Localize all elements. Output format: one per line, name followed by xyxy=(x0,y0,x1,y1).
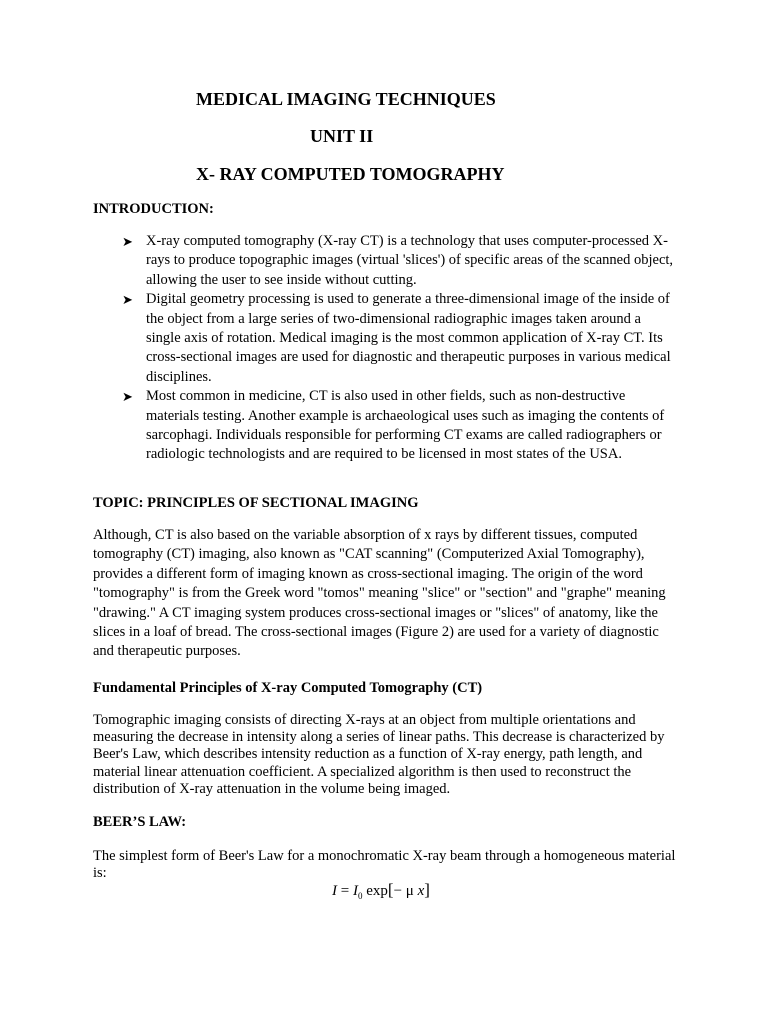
unit-title: UNIT II xyxy=(310,126,374,146)
mu-symbol: μ xyxy=(405,883,414,899)
bullet-text: X-ray computed tomography (X-ray CT) is a technology that uses computer-processed X-rays to produce topographic images (virtual 'slices') of specific areas of the scanned object, allowing the user to see inside without cutting. xyxy=(146,233,674,288)
arrowhead-bullet-icon: ➤ xyxy=(122,292,133,308)
beers-law-formula xyxy=(332,880,430,901)
close-bracket: ] xyxy=(424,880,430,899)
beers-law-heading: BEER’S LAW: xyxy=(93,814,187,830)
list-item xyxy=(122,387,678,465)
equals-sign: = xyxy=(340,883,350,899)
initial-intensity-subscript: 0 xyxy=(357,891,363,901)
list-item xyxy=(122,290,678,387)
exp-function: exp xyxy=(366,883,388,899)
bullet-text: Most common in medicine, CT is also used in other fields, such as non-destructive materials testing. Another example is archaeological uses such as imaging the contents of sarcophagi. Individuals responsible for performing CT exams are called radiographers or radiologic technologists and are required to be licensed in most states of the USA. xyxy=(146,388,665,463)
beers-law-paragraph: The simplest form of Beer's Law for a monochromatic X-ray beam through a homogeneous material is: xyxy=(93,848,676,882)
initial-intensity-symbol: I xyxy=(352,883,358,899)
fundamentals-paragraph: Tomographic imaging consists of directing X-rays at an object from multiple orientations and measuring the decrease in intensity along a series of linear paths. This decrease is characterized by Beer's Law, which describes intensity reduction as a function of X-ray energy, path length, and material linear attenuation coefficient. A specialized algorithm is then used to reconstruct the distribution of X-ray attenuation in the volume being imaged. xyxy=(93,712,665,797)
introduction-bullet-list xyxy=(122,232,678,465)
path-length-symbol: x xyxy=(417,883,425,899)
document-title: MEDICAL IMAGING TECHNIQUES xyxy=(196,89,496,109)
section-title: X- RAY COMPUTED TOMOGRAPHY xyxy=(196,164,505,184)
introduction-heading: INTRODUCTION: xyxy=(93,201,214,217)
topic-paragraph: Although, CT is also based on the variable absorption of x rays by different tissues, computed tomography (CT) imaging, also known as "CAT scanning" (Computerized Axial Tomography), provides a different form of imaging known as cross-sectional imaging. The origin of the word "tomography" is from the Greek word "tomos" meaning "slice" or "section" and "graphe" meaning "drawing." A CT imaging system produces cross-sectional images or "slices" of anatomy, like the slices in a loaf of bread. The cross-sectional images (Figure 2) are used for a variety of diagnostic and therapeutic purposes. xyxy=(93,527,666,660)
topic-heading: TOPIC: PRINCIPLES OF SECTIONAL IMAGING xyxy=(93,495,419,511)
arrowhead-bullet-icon: ➤ xyxy=(122,389,133,405)
intensity-symbol: I xyxy=(332,883,337,899)
minus-sign: − xyxy=(393,883,403,899)
fundamentals-heading: Fundamental Principles of X-ray Computed Tomography (CT) xyxy=(93,680,483,696)
arrowhead-bullet-icon: ➤ xyxy=(122,234,133,249)
open-bracket: [ xyxy=(387,880,394,899)
bullet-text: Digital geometry processing is used to generate a three-dimensional image of the inside of the object from a large series of two-dimensional radiographic images taken around a single axis of rotation. Medical imaging is the most common application of X-ray CT. Its cross-sectional images are used for diagnostic and therapeutic purposes in various medical disciplines. xyxy=(146,291,671,385)
list-item xyxy=(122,232,678,290)
